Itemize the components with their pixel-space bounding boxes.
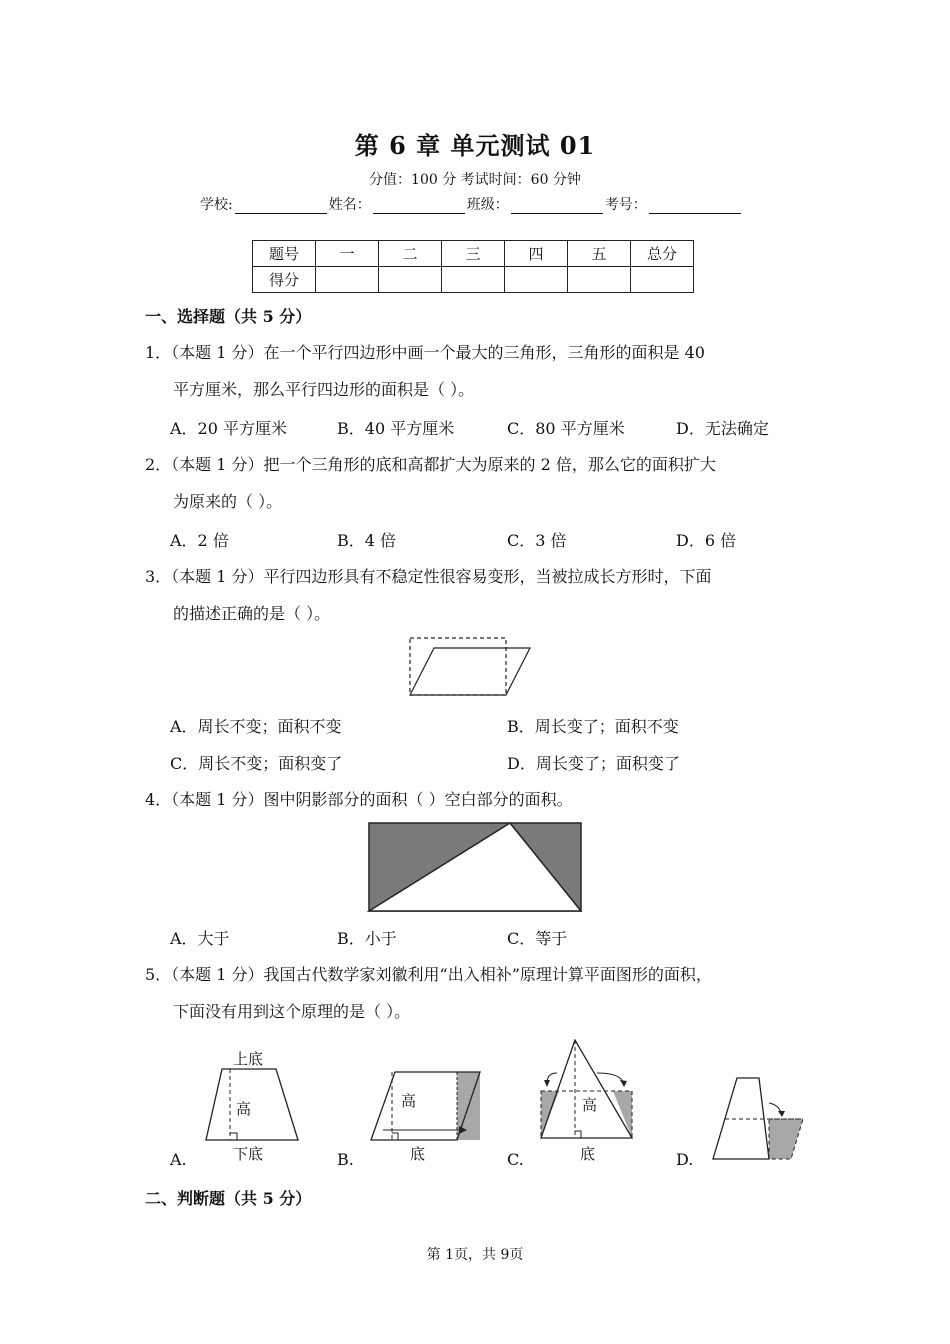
option-4a[interactable]: A．大于: [170, 929, 230, 948]
score-entry-cell[interactable]: [568, 267, 631, 293]
school-field[interactable]: [235, 199, 327, 214]
option-4b[interactable]: B．小于: [337, 929, 397, 948]
question-5-line-1: 5．（本题 1 分）我国古代数学家刘徽利用“出入相补”原理计算平面图形的面积，: [145, 965, 712, 984]
score-cell: 五: [568, 241, 631, 267]
figure-b-parallelogram: [365, 1060, 485, 1146]
score-cell: 得分: [253, 267, 316, 293]
score-entry-cell[interactable]: [442, 267, 505, 293]
option-3a[interactable]: A．周长不变；面积不变: [170, 717, 342, 736]
figure-a-bottom-label: 下底: [233, 1145, 264, 1163]
section-title-judgement: 二、判断题（共 5 分）: [145, 1189, 312, 1208]
parallelogram-rectangle-figure: [405, 634, 535, 700]
class-label: 班级：: [466, 197, 509, 213]
right-angle-mark: [392, 1133, 398, 1140]
option-1a[interactable]: A．20 平方厘米: [170, 419, 288, 438]
trapezoid-shape: [206, 1069, 298, 1140]
score-entry-cell[interactable]: [631, 267, 694, 293]
section-title-choice: 一、选择题（共 5 分）: [145, 307, 312, 326]
score-entry-cell[interactable]: [316, 267, 379, 293]
page-footer: 第 1页，共 9页: [426, 1247, 524, 1263]
figure-a-height-label: 高: [236, 1100, 252, 1118]
figure-b-height-label: 高: [401, 1092, 417, 1110]
score-cell: 四: [505, 241, 568, 267]
question-2-line-1: 2．（本题 1 分）把一个三角形的底和高都扩大为原来的 2 倍，那么它的面积扩大: [145, 455, 716, 474]
score-entry-cell[interactable]: [379, 267, 442, 293]
figure-a-top-label: 上底: [233, 1050, 264, 1068]
figure-c-triangle: [535, 1035, 640, 1143]
rotate-arrow-right: [597, 1073, 623, 1083]
option-5c[interactable]: C.: [507, 1150, 524, 1169]
option-2d[interactable]: D．6 倍: [676, 531, 737, 550]
score-cell: 二: [379, 241, 442, 267]
question-5-line-2: 下面没有用到这个原理的是（ ）。: [173, 1002, 411, 1021]
option-5a[interactable]: A.: [170, 1150, 187, 1169]
option-3d[interactable]: D．周长变了；面积变了: [507, 754, 680, 773]
score-entry-cell[interactable]: [505, 267, 568, 293]
option-2b[interactable]: B．4 倍: [337, 531, 397, 550]
exam-no-label: 考号：: [604, 197, 647, 213]
exam-no-field[interactable]: [649, 199, 741, 214]
option-5d[interactable]: D.: [676, 1150, 694, 1169]
triangle-shape: [541, 1040, 632, 1138]
score-table-score-row: [253, 267, 694, 293]
question-3-line-1: 3．（本题 1 分）平行四边形具有不稳定性很容易变形，当被拉成长方形时，下面: [145, 567, 712, 586]
rotate-arrow-right-head: [620, 1080, 627, 1087]
question-2-line-2: 为原来的（ ）。: [173, 492, 283, 511]
figure-c-height-label: 高: [582, 1096, 598, 1114]
figure-d-trapezoid: [705, 1073, 810, 1165]
name-field[interactable]: [373, 199, 465, 214]
rotate-arrow-left-head: [544, 1080, 550, 1087]
move-arrow-head: [778, 1111, 785, 1117]
question-3-line-2: 的描述正确的是（ ）。: [173, 604, 331, 623]
shaded-moved-piece: [769, 1119, 803, 1159]
figure-c-base-label: 底: [580, 1145, 596, 1163]
option-1d[interactable]: D．无法确定: [676, 419, 769, 438]
question-1-line-1: 1．（本题 1 分）在一个平行四边形中画一个最大的三角形，三角形的面积是 40: [145, 343, 705, 362]
option-2a[interactable]: A．2 倍: [170, 531, 229, 550]
score-cell: 题号: [253, 241, 316, 267]
score-cell: 一: [316, 241, 379, 267]
name-label: 姓名：: [328, 197, 371, 213]
option-1b[interactable]: B．40 平方厘米: [337, 419, 455, 438]
student-info-line: [200, 194, 743, 214]
question-1-line-2: 平方厘米，那么平行四边形的面积是（ ）。: [173, 380, 475, 399]
right-angle-mark: [230, 1133, 237, 1140]
shaded-right-piece: [613, 1091, 632, 1138]
score-table-header-row: [253, 241, 694, 267]
exam-meta: 分值：100 分 考试时间：60 分钟: [369, 172, 581, 188]
class-field[interactable]: [511, 199, 603, 214]
school-label: 学校:: [200, 197, 233, 213]
score-table: [252, 240, 694, 293]
option-3b[interactable]: B．周长变了；面积不变: [507, 717, 679, 736]
option-2c[interactable]: C．3 倍: [507, 531, 567, 550]
score-cell: 总分: [631, 241, 694, 267]
option-1c[interactable]: C．80 平方厘米: [507, 419, 625, 438]
right-angle-mark: [575, 1131, 581, 1138]
figure-b-base-label: 底: [410, 1145, 426, 1163]
option-3c[interactable]: C．周长不变；面积变了: [170, 754, 343, 773]
shaded-triangle-figure: [367, 821, 583, 913]
parallelogram-shape: [410, 648, 530, 695]
score-cell: 三: [442, 241, 505, 267]
page-title: 第 6 章 单元测试 01: [354, 131, 596, 160]
option-4c[interactable]: C．等于: [507, 929, 568, 948]
option-5b[interactable]: B.: [337, 1150, 354, 1169]
question-4-line-1: 4．（本题 1 分）图中阴影部分的面积（ ）空白部分的面积。: [145, 790, 573, 809]
